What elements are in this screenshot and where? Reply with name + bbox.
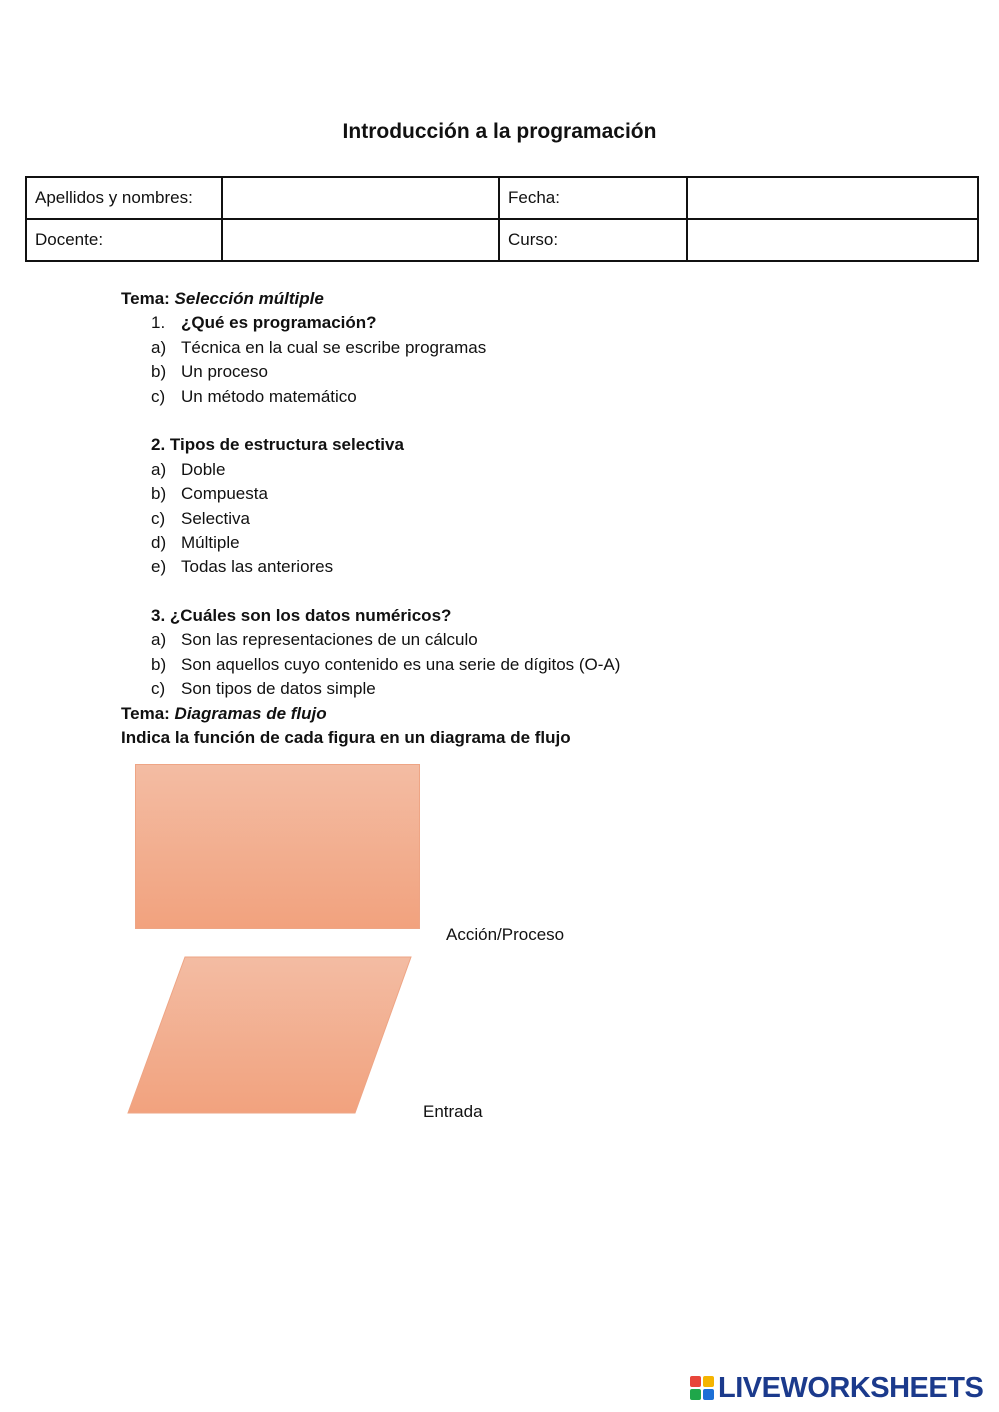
option-marker: c) [151,508,166,528]
course-field[interactable] [687,219,978,261]
question-1 [121,311,620,335]
tema-value: Selección múltiple [174,289,324,308]
section2-heading [121,702,620,726]
option-text: Múltiple [181,532,240,552]
section1-heading [121,287,620,311]
option[interactable] [121,507,620,531]
page-title: Introducción a la programación [342,120,657,143]
option[interactable] [121,677,620,701]
course-label: Curso: [499,219,687,261]
option-text: Compuesta [181,484,268,504]
option[interactable] [121,628,620,652]
worksheet-content [121,287,620,750]
process-rectangle-shape [135,764,420,929]
input-parallelogram-shape [126,954,416,1116]
option-marker: d) [151,532,167,552]
option[interactable] [121,653,620,677]
option-marker: a) [151,630,167,650]
option-marker: b) [151,484,167,504]
option-marker: b) [151,362,167,382]
question-3: 3. ¿Cuáles son los datos numéricos? [151,606,452,626]
option[interactable] [121,458,620,482]
instruction-text: Indica la función de cada figura en un diagrama de flujo [121,728,571,748]
question-number: 1. [151,313,166,333]
option-text: Un método matemático [181,386,357,406]
option-text: Un proceso [181,362,268,382]
tema-value: Diagramas de flujo [174,703,327,723]
option[interactable] [121,555,620,579]
option-marker: a) [151,337,167,357]
option-text: Son aquellos cuyo contenido es una serie de dígitos (O-A) [181,654,621,674]
student-info-table [25,176,979,262]
option-marker: b) [151,654,167,674]
date-label: Fecha: [499,177,687,219]
option-text: Son las representaciones de un cálculo [181,630,478,650]
option[interactable] [121,531,620,555]
name-field[interactable] [222,177,499,219]
liveworksheets-logo [690,1373,983,1403]
option-text: Son tipos de datos simple [181,679,376,699]
question-text: ¿Qué es programación? [181,313,377,333]
option-text: Todas las anteriores [181,557,334,577]
option-text: Doble [181,459,226,479]
option[interactable] [121,482,620,506]
teacher-field[interactable] [222,219,499,261]
date-field[interactable] [687,177,978,219]
option[interactable] [121,385,620,409]
input-label: Entrada [423,1102,483,1121]
tema-label: Tema: [121,703,170,723]
option[interactable] [121,360,620,384]
option[interactable] [121,336,620,360]
teacher-label: Docente: [26,219,222,261]
process-label: Acción/Proceso [446,925,565,944]
question-2: 2. Tipos de estructura selectiva [151,435,404,455]
tema-label: Tema: [121,289,170,308]
option-text: Técnica en la cual se escribe programas [181,337,487,357]
option-marker: a) [151,459,167,479]
option-marker: e) [151,557,167,577]
name-label: Apellidos y nombres: [26,177,222,219]
option-text: Selectiva [181,508,250,528]
option-marker: c) [151,386,166,406]
logo-text: LIVEWORKSHEETS [718,1371,984,1404]
option-marker: c) [151,679,166,699]
logo-icon [690,1376,714,1400]
